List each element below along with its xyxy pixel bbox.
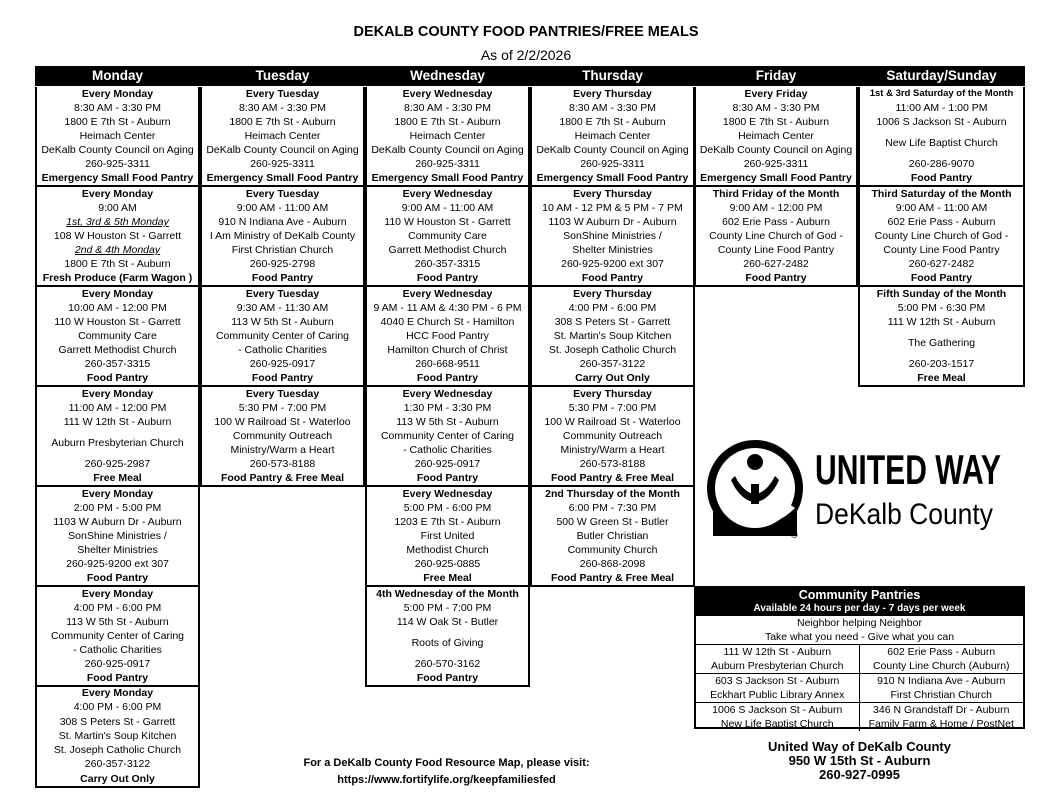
community-pantry-address: 1006 S Jackson St - Auburn xyxy=(712,704,843,716)
listing-detail: 8:30 AM - 3:30 PM xyxy=(732,102,820,114)
listing-detail: 260-925-3311 xyxy=(250,158,315,170)
community-pantries-title: Community Pantries xyxy=(798,588,921,602)
listing-type: Food Pantry xyxy=(251,272,314,284)
listing-detail: Community Center of Caring xyxy=(215,330,350,342)
listing-detail: Heimach Center xyxy=(79,130,156,142)
community-pantry-location xyxy=(860,674,1024,702)
listing-detail: 111 W 12th St - Auburn xyxy=(63,416,172,428)
listing-detail: 9:00 AM xyxy=(98,202,137,214)
listing-schedule: Every Tuesday xyxy=(245,88,320,100)
pantry-listing xyxy=(35,387,200,487)
listing-detail: First United xyxy=(420,530,475,542)
pantry-listing xyxy=(858,87,1025,187)
pantry-listing xyxy=(365,387,530,487)
resource-map-text: For a DeKalb County Food Resource Map, please visit: xyxy=(303,757,590,769)
listing-type: Free Meal xyxy=(917,372,966,384)
listing-detail: Ministry/Warm a Heart xyxy=(230,444,335,456)
listing-detail: County Line Food Pantry xyxy=(883,244,1000,256)
listing-detail: 9:00 AM - 11:00 AM xyxy=(401,202,494,214)
listing-detail: 2:00 PM - 5:00 PM xyxy=(73,502,162,514)
listing-detail: 260-573-8188 xyxy=(249,458,316,470)
listing-schedule: Every Monday xyxy=(81,188,154,200)
listing-detail: 5:00 PM - 6:30 PM xyxy=(897,302,986,314)
listing-detail: Community Care xyxy=(78,330,157,342)
listing-detail: 10:00 AM - 12:00 PM xyxy=(68,302,167,314)
listing-detail: 11:00 AM - 12:00 PM xyxy=(68,402,167,414)
listing-type: Food Pantry xyxy=(251,372,314,384)
listing-detail: HCC Food Pantry xyxy=(406,330,489,342)
listing-detail: County Line Church of God - xyxy=(709,230,843,242)
logo-registered-mark: ® xyxy=(791,530,798,540)
resource-map-note xyxy=(300,755,593,789)
listing-schedule: Third Saturday of the Month xyxy=(871,188,1012,200)
listing-detail: 5:00 PM - 7:00 PM xyxy=(403,602,492,614)
listing-detail: 260-627-2482 xyxy=(908,258,975,270)
listing-schedule: Every Tuesday xyxy=(245,388,320,400)
listing-detail: 9:30 AM - 11:30 AM xyxy=(236,302,329,314)
listing-detail: Community Center of Caring xyxy=(50,630,185,642)
listing-type: Emergency Small Food Pantry xyxy=(206,172,359,184)
listing-detail: 1800 E 7th St - Auburn xyxy=(394,116,501,128)
listing-detail: 1800 E 7th St - Auburn xyxy=(64,258,171,270)
listing-schedule: Every Monday xyxy=(81,588,154,600)
listing-detail: Community Church xyxy=(567,544,658,556)
listing-detail: DeKalb County Council on Aging xyxy=(699,144,853,156)
listing-detail: 602 Erie Pass - Auburn xyxy=(722,216,830,228)
listing-detail: - Catholic Charities xyxy=(403,444,492,456)
listing-detail: DeKalb County Council on Aging xyxy=(206,144,359,156)
listing-detail: 260-203-1517 xyxy=(908,358,975,370)
listing-type: Free Meal xyxy=(93,472,142,484)
listing-detail: Community Center of Caring xyxy=(380,430,515,442)
listing-type: Food Pantry & Free Meal xyxy=(220,472,345,484)
listing-detail: County Line Church of God - xyxy=(874,230,1009,242)
pantry-listing xyxy=(365,587,530,687)
listing-type: Food Pantry xyxy=(86,572,149,584)
listing-detail: 4:00 PM - 6:00 PM xyxy=(73,701,162,714)
listing-type: Food Pantry xyxy=(745,272,807,284)
listing-detail: 1103 W Auburn Dr - Auburn xyxy=(548,216,677,228)
community-pantries-header xyxy=(696,588,1023,616)
united-way-contact xyxy=(694,740,1025,782)
listing-detail: 1103 W Auburn Dr - Auburn xyxy=(53,516,182,528)
community-pantry-address: 603 S Jackson St - Auburn xyxy=(715,675,840,687)
listing-schedule: 1st & 3rd Saturday of the Month xyxy=(869,88,1014,99)
community-pantry-address: 602 Erie Pass - Auburn xyxy=(887,646,996,658)
listing-detail: 260-925-9200 ext 307 xyxy=(561,258,664,270)
listing-detail: 260-868-2098 xyxy=(579,558,646,570)
listing-detail: 260-925-3311 xyxy=(415,158,480,170)
listing-type: Carry Out Only xyxy=(80,772,155,785)
community-pantry-address: 910 N Indiana Ave - Auburn xyxy=(877,675,1006,687)
listing-schedule: Every Monday xyxy=(81,488,154,500)
listing-detail: Heimach Center xyxy=(409,130,486,142)
listing-schedule: Every Wednesday xyxy=(402,488,493,500)
listing-schedule: Every Friday xyxy=(744,88,808,100)
listing-type: Emergency Small Food Pantry xyxy=(700,172,852,184)
listing-detail: County Line Food Pantry xyxy=(717,244,835,256)
listing-detail: 108 W Houston St - Garrett xyxy=(53,230,182,242)
listing-schedule: Every Tuesday xyxy=(245,188,320,200)
listing-detail: Auburn Presbyterian Church xyxy=(51,437,184,449)
listing-detail: 308 S Peters St - Garrett xyxy=(59,715,176,728)
community-pantry-host: Eckhart Public Library Annex xyxy=(710,689,845,701)
listing-schedule: 2nd Thursday of the Month xyxy=(545,488,680,500)
pantry-listing xyxy=(365,487,530,587)
community-pantry-address: 111 W 12th St - Auburn xyxy=(723,646,832,658)
listing-detail: 602 Erie Pass - Auburn xyxy=(887,216,996,228)
listing-schedule: Every Monday xyxy=(81,388,154,400)
resource-map-link[interactable]: https://www.fortifylife.org/keepfamiliesfed xyxy=(337,774,556,786)
listing-detail: 260-925-0917 xyxy=(249,358,316,370)
listing-detail: Community Care xyxy=(408,230,487,242)
listing-type: Free Meal xyxy=(423,572,472,584)
community-pantry-host: County Line Church (Auburn) xyxy=(872,660,1010,672)
listing-detail: 260-925-3311 xyxy=(580,158,645,170)
pantry-listing xyxy=(858,187,1025,287)
listing-schedule: Every Wednesday xyxy=(402,288,493,300)
listing-type: Food Pantry xyxy=(910,172,973,184)
listing-detail: 1800 E 7th St - Auburn xyxy=(229,116,336,128)
community-pantries-tagline: Take what you need - Give what you can xyxy=(764,631,955,643)
listing-detail: St. Joseph Catholic Church xyxy=(53,744,182,757)
pantry-listing xyxy=(530,87,695,187)
listing-detail: 1800 E 7th St - Auburn xyxy=(64,116,171,128)
listing-detail: 11:00 AM - 1:00 PM xyxy=(895,102,988,114)
listing-detail: 9:00 AM - 12:00 PM xyxy=(729,202,823,214)
listing-schedule: Every Thursday xyxy=(573,388,652,400)
listing-detail: 9:00 AM - 11:00 AM xyxy=(895,202,988,214)
listing-detail: Shelter Ministries xyxy=(572,244,653,256)
listing-detail: 5:00 PM - 6:00 PM xyxy=(403,502,492,514)
community-pantry-host: New Life Baptist Church xyxy=(720,718,834,730)
listing-schedule: Every Tuesday xyxy=(245,288,320,300)
listing-detail: 260-627-2482 xyxy=(743,258,809,270)
listing-detail: 260-357-3315 xyxy=(84,358,151,370)
logo-text-dekalb: DeKalb County xyxy=(815,498,993,531)
listing-detail: 8:30 AM - 3:30 PM xyxy=(569,102,656,114)
listing-detail: St. Joseph Catholic Church xyxy=(548,344,677,356)
pantry-listing xyxy=(365,87,530,187)
listing-detail: Garrett Methodist Church xyxy=(388,244,507,256)
listing-detail: 8:30 AM - 3:30 PM xyxy=(404,102,491,114)
pantry-listing xyxy=(200,187,365,287)
listing-schedule: Every Wednesday xyxy=(402,88,493,100)
listing-detail: Community Outreach xyxy=(232,430,333,442)
pantry-listing xyxy=(365,187,530,287)
listing-detail: 2nd & 4th Monday xyxy=(74,244,161,256)
listing-detail: 4:00 PM - 6:00 PM xyxy=(568,302,657,314)
pantry-listing xyxy=(530,487,695,587)
listing-detail: Shelter Ministries xyxy=(77,544,158,556)
listing-detail: DeKalb County Council on Aging xyxy=(41,144,194,156)
listing-detail: SonShine Ministries / xyxy=(563,230,662,242)
listing-type: Food Pantry xyxy=(416,372,479,384)
page-title: DEKALB COUNTY FOOD PANTRIES/FREE MEALS xyxy=(353,24,699,40)
pantry-listing xyxy=(694,187,858,287)
pantry-listing xyxy=(35,87,200,187)
listing-detail: 8:30 AM - 3:30 PM xyxy=(74,102,161,114)
listing-type: Emergency Small Food Pantry xyxy=(536,172,689,184)
pantry-listing xyxy=(35,287,200,387)
listing-detail: Butler Christian xyxy=(576,530,649,542)
day-header: Tuesday xyxy=(200,66,365,86)
listing-detail: First Christian Church xyxy=(231,244,334,256)
listing-detail: 111 W 12th St - Auburn xyxy=(887,316,996,328)
listing-detail: 260-925-0917 xyxy=(84,658,151,670)
pantry-listing xyxy=(35,587,200,687)
listing-detail: 110 W Houston St - Garrett xyxy=(54,316,181,328)
listing-detail: 260-573-8188 xyxy=(579,458,646,470)
listing-detail: Community Outreach xyxy=(562,430,663,442)
listing-detail: 308 S Peters St - Garrett xyxy=(554,316,671,328)
listing-detail: 260-668-9511 xyxy=(415,358,480,370)
listing-detail: DeKalb County Council on Aging xyxy=(536,144,689,156)
listing-detail: 260-357-3122 xyxy=(579,358,646,370)
listing-detail: 9:00 AM - 11:00 AM xyxy=(236,202,329,214)
listing-detail: Heimach Center xyxy=(574,130,651,142)
listing-schedule: Every Wednesday xyxy=(402,188,493,200)
pantry-listing xyxy=(530,287,695,387)
pantry-listing xyxy=(200,87,365,187)
listing-schedule: Every Thursday xyxy=(573,288,652,300)
community-pantry-location xyxy=(696,645,860,673)
listing-detail: 1006 S Jackson St - Auburn xyxy=(876,116,1007,128)
pantry-listing xyxy=(35,487,200,587)
listing-detail: 1st, 3rd & 5th Monday xyxy=(66,216,169,228)
united-way-logo xyxy=(705,432,1005,544)
community-pantry-address: 346 N Grandstaff Dr - Auburn xyxy=(873,704,1010,716)
listing-detail: 260-357-3122 xyxy=(84,758,151,771)
day-header: Monday xyxy=(35,66,200,86)
listing-schedule: Every Wednesday xyxy=(402,388,493,400)
org-address: 950 W 15th St - Auburn xyxy=(788,753,931,768)
community-pantry-host: First Christian Church xyxy=(890,689,993,701)
org-name: United Way of DeKalb County xyxy=(768,739,951,754)
pantry-listing xyxy=(694,87,858,187)
listing-detail: 9 AM - 11 AM & 4:30 PM - 6 PM xyxy=(373,302,522,314)
pantry-listing xyxy=(858,287,1025,387)
listing-detail: - Catholic Charities xyxy=(73,644,162,656)
listing-type: Food Pantry xyxy=(581,272,644,284)
listing-type: Emergency Small Food Pantry xyxy=(41,172,194,184)
listing-type: Food Pantry & Free Meal xyxy=(550,572,675,584)
listing-detail: 260-925-2798 xyxy=(249,258,316,270)
listing-detail: The Gathering xyxy=(907,337,976,349)
listing-detail: 5:30 PM - 7:00 PM xyxy=(238,402,327,414)
listing-detail: Methodist Church xyxy=(406,544,489,556)
listing-type: Food Pantry xyxy=(86,672,149,684)
community-pantry-location xyxy=(696,674,860,702)
listing-schedule: Fifth Sunday of the Month xyxy=(876,288,1007,300)
listing-type: Food Pantry xyxy=(416,272,479,284)
listing-detail: 4040 E Church St - Hamilton xyxy=(380,316,515,328)
listing-detail: 500 W Green St - Butler xyxy=(556,516,669,528)
listing-detail: 260-570-3162 xyxy=(414,658,481,670)
listing-schedule: Every Monday xyxy=(81,687,154,699)
listing-detail: SonShine Ministries / xyxy=(68,530,167,542)
listing-detail: 5:30 PM - 7:00 PM xyxy=(568,402,657,414)
listing-detail: 6:00 PM - 7:30 PM xyxy=(568,502,657,514)
listing-detail: 110 W Houston St - Garrett xyxy=(384,216,511,228)
listing-detail: 260-925-3311 xyxy=(743,158,809,170)
listing-detail: Garrett Methodist Church xyxy=(58,344,177,356)
pantry-listing xyxy=(530,387,695,487)
listing-detail: 113 W 5th St - Auburn xyxy=(396,416,499,428)
listing-detail: 260-925-0885 xyxy=(414,558,481,570)
listing-detail: 260-925-2987 xyxy=(84,458,151,470)
listing-detail: 8:30 AM - 3:30 PM xyxy=(239,102,326,114)
community-pantries-tagline: Neighbor helping Neighbor xyxy=(797,617,922,629)
united-way-hand-icon xyxy=(707,440,803,536)
listing-type: Food Pantry xyxy=(910,272,973,284)
listing-detail: 260-286-9070 xyxy=(908,158,975,170)
listing-detail: 260-925-3311 xyxy=(85,158,150,170)
listing-detail: 100 W Railroad St - Waterloo xyxy=(544,416,681,428)
listing-schedule: 4th Wednesday of the Month xyxy=(376,588,519,600)
community-pantry-location xyxy=(860,645,1024,673)
listing-type: Food Pantry xyxy=(86,372,149,384)
day-header: Saturday/Sunday xyxy=(858,66,1025,86)
community-pantry-location xyxy=(696,703,860,731)
pantry-listing xyxy=(200,287,365,387)
listing-detail: New Life Baptist Church xyxy=(885,137,998,149)
pantry-listing xyxy=(200,387,365,487)
listing-detail: St. Martin's Soup Kitchen xyxy=(553,330,672,342)
listing-schedule: Every Monday xyxy=(81,288,154,300)
listing-schedule: Every Thursday xyxy=(573,88,652,100)
listing-detail: Heimach Center xyxy=(244,130,321,142)
pantry-listing xyxy=(365,287,530,387)
listing-detail: 1:30 PM - 3:30 PM xyxy=(403,402,492,414)
listing-type: Emergency Small Food Pantry xyxy=(371,172,524,184)
listing-detail: 100 W Railroad St - Waterloo xyxy=(214,416,351,428)
listing-detail: 1800 E 7th St - Auburn xyxy=(722,116,830,128)
pantry-listing xyxy=(35,187,200,287)
community-pantry-location xyxy=(860,703,1024,731)
community-pantry-host: Auburn Presbyterian Church xyxy=(711,660,844,672)
listing-type: Food Pantry & Free Meal xyxy=(550,472,675,484)
listing-detail: I Am Ministry of DeKalb County xyxy=(209,230,356,242)
listing-detail: 260-925-9200 ext 307 xyxy=(66,558,169,570)
listing-detail: St. Martin's Soup Kitchen xyxy=(58,729,177,742)
listing-type: Food Pantry xyxy=(416,672,479,684)
day-header: Friday xyxy=(694,66,858,86)
listing-detail: Ministry/Warm a Heart xyxy=(560,444,665,456)
community-pantries-subtitle: Available 24 hours per day - 7 days per week xyxy=(753,603,966,614)
logo-text-united-way: UNITED WAY xyxy=(815,446,1001,493)
listing-detail: Roots of Giving xyxy=(411,637,484,649)
listing-detail: - Catholic Charities xyxy=(238,344,327,356)
listing-detail: 1203 E 7th St - Auburn xyxy=(394,516,501,528)
day-header: Thursday xyxy=(530,66,695,86)
community-pantries-box xyxy=(694,586,1025,729)
org-phone: 260-927-0995 xyxy=(819,767,900,782)
listing-detail: 114 W Oak St - Butler xyxy=(396,616,499,628)
day-header: Wednesday xyxy=(365,66,530,86)
listing-detail: Heimach Center xyxy=(738,130,814,142)
listing-detail: 113 W 5th St - Auburn xyxy=(66,616,169,628)
pantry-listing xyxy=(35,686,200,788)
listing-detail: 260-925-0917 xyxy=(414,458,481,470)
listing-schedule: Third Friday of the Month xyxy=(712,188,840,200)
listing-detail: Hamilton Church of Christ xyxy=(387,344,508,356)
listing-detail: 1800 E 7th St - Auburn xyxy=(559,116,666,128)
listing-detail: 4:00 PM - 6:00 PM xyxy=(73,602,162,614)
listing-detail: 10 AM - 12 PM & 5 PM - 7 PM xyxy=(542,202,683,214)
listing-detail: 260-357-3315 xyxy=(414,258,481,270)
listing-type: Food Pantry xyxy=(416,472,479,484)
community-pantry-row xyxy=(696,673,1023,702)
page-subtitle: As of 2/2/2026 xyxy=(480,47,572,63)
listing-schedule: Every Monday xyxy=(81,88,154,100)
listing-type: Carry Out Only xyxy=(575,372,650,384)
listing-type: Fresh Produce (Farm Wagon ) xyxy=(42,272,193,284)
listing-detail: DeKalb County Council on Aging xyxy=(371,144,524,156)
community-pantry-row xyxy=(696,702,1023,731)
community-pantry-row xyxy=(696,644,1023,673)
pantry-listing xyxy=(530,187,695,287)
community-pantries-list xyxy=(696,644,1023,731)
listing-detail: 113 W 5th St - Auburn xyxy=(231,316,334,328)
listing-detail: 910 N Indiana Ave - Auburn xyxy=(218,216,347,228)
community-pantry-host: Family Farm & Home / PostNet xyxy=(868,718,1014,730)
listing-schedule: Every Thursday xyxy=(573,188,652,200)
